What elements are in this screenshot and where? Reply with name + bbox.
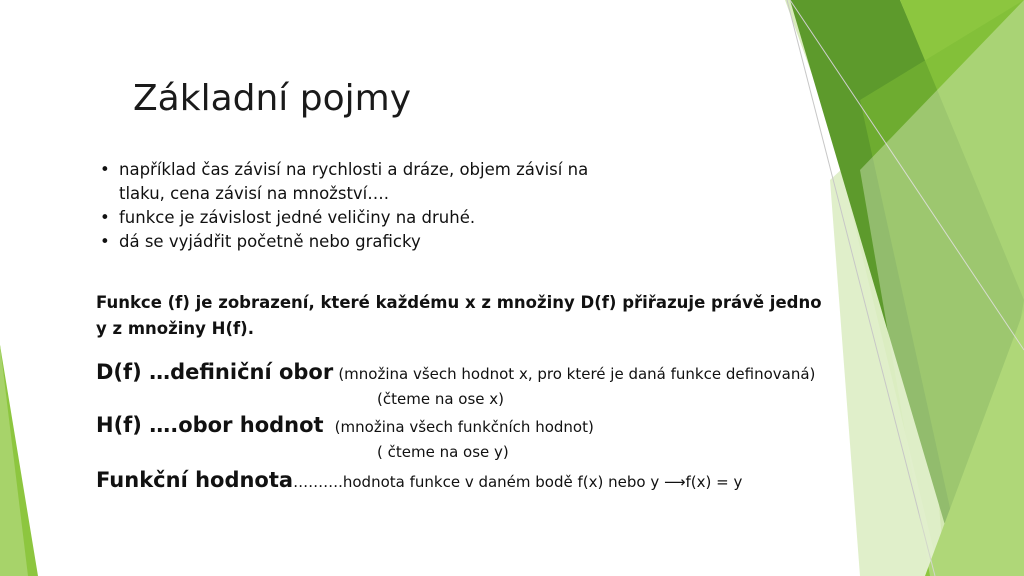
bullet-text-examples-2: tlaku, cena závisí na množství…. xyxy=(119,184,390,203)
domain-description: (množina všech hodnot x, pro které je daná funkce definovaná) xyxy=(338,365,816,383)
bullet-list xyxy=(98,158,698,254)
slide-title: Základní pojmy xyxy=(133,78,411,119)
bullet-text-expression: dá se vyjádřit početně nebo graficky xyxy=(119,232,421,251)
bullet-item-examples xyxy=(98,158,698,206)
definition-line-1: Funkce (f) je zobrazení, které každému x z množiny D(f) přiřazuje právě jedno xyxy=(96,293,822,312)
bullet-text-examples-1: například čas závisí na rychlosti a dráze, objem závisí na xyxy=(119,160,589,179)
range-term: H(f) ….obor hodnot xyxy=(96,413,324,437)
range-note: ( čteme na ose y) xyxy=(377,443,509,461)
bullet-item-dependency xyxy=(98,206,698,230)
range-row xyxy=(96,413,594,437)
bullet-text-dependency: funkce je závislost jedné veličiny na druhé. xyxy=(119,208,476,227)
range-description: (množina všech funkčních hodnot) xyxy=(334,418,594,436)
value-row xyxy=(96,468,742,492)
domain-row xyxy=(96,360,815,384)
domain-note: (čteme na ose x) xyxy=(377,390,505,408)
domain-term: D(f) …definiční obor xyxy=(96,360,334,384)
bullet-item-expression xyxy=(98,230,698,254)
value-description: hodnota funkce v daném bodě f(x) nebo y ⟶f(x) = y xyxy=(342,473,743,491)
function-definition xyxy=(96,290,896,342)
value-term: Funkční hodnota xyxy=(96,468,294,492)
value-dots: ………. xyxy=(293,473,343,491)
definition-line-2: y z množiny H(f). xyxy=(96,319,254,338)
